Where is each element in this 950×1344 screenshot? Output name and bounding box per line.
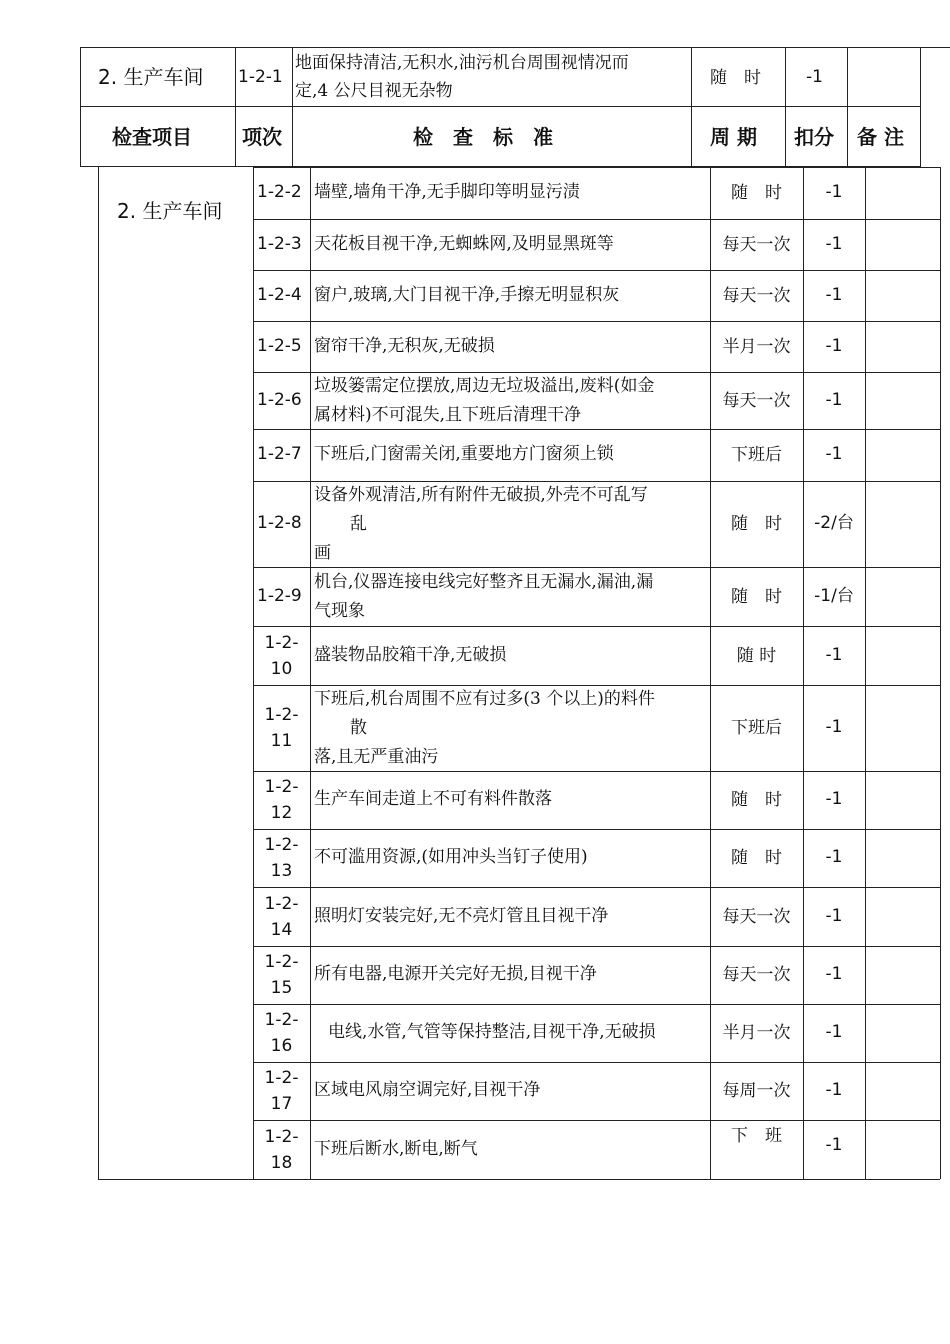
row-deduct: -1 bbox=[825, 444, 843, 464]
row-period: 半月一次 bbox=[722, 336, 791, 357]
row-period: 随 时 bbox=[731, 848, 782, 868]
main-table-row-border bbox=[253, 946, 940, 947]
row-standard-line1: 生产车间走道上不可有料件散落 bbox=[314, 789, 552, 809]
row-item-no-part2: 17 bbox=[270, 1094, 293, 1114]
row-deduct: -1 bbox=[825, 964, 843, 984]
row-standard-line1: 下班后,门窗需关闭,重要地方门窗须上锁 bbox=[314, 444, 614, 464]
row-item-no-part1: 1-2- bbox=[264, 1010, 299, 1030]
row-item-no-part1: 1-2- bbox=[264, 705, 299, 725]
row-item-no-part1: 1-2- bbox=[264, 1126, 299, 1147]
row-period: 每天一次 bbox=[722, 965, 791, 985]
deduct-1: -1 bbox=[806, 67, 823, 87]
main-table-row-border bbox=[253, 626, 940, 627]
main-table-col-border bbox=[940, 167, 941, 1179]
row-standard-line1: 下班后断水,断电,断气 bbox=[314, 1138, 478, 1159]
row-item-no-part2: 14 bbox=[270, 919, 293, 940]
row-standard-line1: 所有电器,电源开关完好无损,目视干净 bbox=[314, 964, 597, 984]
row-period: 每天一次 bbox=[722, 234, 791, 255]
row-standard-line1: 不可滥用资源,(如用冲头当钉子使用) bbox=[314, 847, 588, 867]
main-table-row-border bbox=[253, 1004, 940, 1005]
row-item-no: 1-2-9 bbox=[257, 585, 302, 606]
header-item-no: 项次 bbox=[242, 125, 282, 149]
row-standard-line1: 机台,仪器连接电线完好整齐且无漏水,漏油,漏 bbox=[314, 571, 654, 592]
main-table-row-border bbox=[253, 321, 940, 322]
row-period: 每天一次 bbox=[722, 906, 791, 927]
header-period: 周 期 bbox=[710, 125, 757, 149]
row-deduct: -1 bbox=[825, 717, 843, 737]
main-table-row-border bbox=[253, 481, 940, 482]
item-no-1-2-1: 1-2-1 bbox=[238, 67, 283, 87]
row-item-no: 1-2-5 bbox=[257, 335, 302, 356]
header-item: 检查项目 bbox=[112, 125, 192, 149]
cell-note-1 bbox=[847, 47, 921, 107]
top-border-extension bbox=[920, 47, 950, 48]
row-standard-line1: 设备外观清洁,所有附件无破损,外壳不可乱写 bbox=[314, 484, 648, 505]
row-deduct: -1 bbox=[825, 1080, 843, 1100]
row-standard-line2: 散 bbox=[350, 717, 367, 738]
row-standard-line1: 下班后,机台周围不应有过多(3 个以上)的料件 bbox=[314, 688, 655, 709]
row-period: 随 时 bbox=[736, 645, 777, 666]
category-label-2: 2. 生产车间 bbox=[117, 199, 223, 223]
row-standard-line1: 垃圾篓需定位摆放,周边无垃圾溢出,废料(如金 bbox=[314, 375, 655, 396]
row-period: 随 时 bbox=[731, 586, 782, 607]
main-table-row-border bbox=[253, 429, 940, 430]
main-table-row-border bbox=[253, 270, 940, 271]
row-deduct: -1 bbox=[825, 1022, 843, 1042]
row-item-no-part1: 1-2- bbox=[264, 1068, 299, 1088]
row-deduct: -1 bbox=[825, 644, 843, 665]
header-standard: 检 查 标 准 bbox=[413, 125, 553, 149]
main-table-row-border bbox=[253, 771, 940, 772]
row-deduct: -1 bbox=[825, 847, 843, 867]
row-period: 半月一次 bbox=[722, 1023, 791, 1043]
row-standard-line2: 乱 bbox=[350, 513, 367, 534]
row-period: 随 时 bbox=[731, 183, 782, 203]
row-standard-line1: 墙壁,墙角干净,无手脚印等明显污渍 bbox=[314, 182, 580, 202]
row-item-no-part1: 1-2- bbox=[264, 952, 299, 972]
row-item-no-part1: 1-2- bbox=[264, 893, 299, 914]
row-standard-line1: 天花板目视干净,无蜘蛛网,及明显黑斑等 bbox=[314, 233, 614, 254]
row-standard-line1: 电线,水管,气管等保持整洁,目视干净,无破损 bbox=[328, 1022, 656, 1042]
category-label-1: 2. 生产车间 bbox=[98, 65, 204, 89]
period-1: 随 时 bbox=[710, 68, 761, 88]
row-item-no: 1-2-3 bbox=[257, 233, 302, 254]
row-deduct: -1 bbox=[825, 1135, 843, 1155]
row-deduct: -1 bbox=[825, 233, 843, 254]
main-table-row-border bbox=[253, 685, 940, 686]
row-deduct: -1 bbox=[825, 905, 843, 926]
standard-1-line1: 地面保持清洁,无积水,油污机台周围视情况而 bbox=[295, 53, 629, 73]
row-standard-line1: 区域电风扇空调完好,目视干净 bbox=[314, 1080, 541, 1100]
main-table-left-border bbox=[98, 167, 99, 1179]
row-period: 随 时 bbox=[731, 790, 782, 810]
row-item-no: 1-2-8 bbox=[257, 513, 302, 533]
row-standard-line1: 窗户,玻璃,大门目视干净,手擦无明显积灰 bbox=[314, 284, 620, 305]
row-standard-line3: 画 bbox=[314, 542, 331, 563]
header-deduct: 扣分 bbox=[794, 125, 834, 149]
main-table-row-border bbox=[98, 1179, 940, 1180]
row-item-no-part1: 1-2- bbox=[264, 835, 299, 855]
row-item-no: 1-2-2 bbox=[257, 182, 302, 202]
row-item-no-part2: 11 bbox=[270, 731, 293, 751]
row-item-no-part2: 15 bbox=[270, 978, 293, 998]
row-item-no-part2: 16 bbox=[270, 1036, 293, 1056]
main-table-row-border bbox=[253, 567, 940, 568]
row-item-no: 1-2-4 bbox=[257, 284, 302, 305]
row-standard-line2: 气现象 bbox=[314, 600, 365, 621]
row-deduct: -1 bbox=[825, 182, 843, 202]
row-standard-line3: 落,且无严重油污 bbox=[314, 746, 439, 767]
row-period: 每天一次 bbox=[722, 390, 791, 411]
main-table-row-border bbox=[253, 167, 940, 168]
row-period: 每周一次 bbox=[722, 1081, 791, 1101]
row-period: 随 时 bbox=[731, 514, 782, 534]
row-standard-line1: 窗帘干净,无积灰,无破损 bbox=[314, 335, 495, 356]
row-standard-line1: 照明灯安装完好,无不亮灯管且目视干净 bbox=[314, 905, 609, 926]
row-item-no-part1: 1-2- bbox=[264, 632, 299, 653]
row-item-no-part2: 12 bbox=[270, 803, 293, 823]
row-deduct: -1 bbox=[825, 335, 843, 356]
main-table-row-border bbox=[253, 1120, 940, 1121]
row-item-no-part2: 10 bbox=[270, 658, 293, 679]
header-note: 备 注 bbox=[857, 125, 904, 149]
main-table-row-border bbox=[253, 829, 940, 830]
main-table-row-border bbox=[253, 1062, 940, 1063]
row-deduct: -1/台 bbox=[814, 585, 854, 606]
main-table-row-border bbox=[253, 887, 940, 888]
row-standard-line2: 属材料)不可混失,且下班后清理干净 bbox=[314, 404, 582, 425]
row-deduct: -1 bbox=[825, 284, 843, 305]
main-table-row-border bbox=[253, 372, 940, 373]
main-table-col-border bbox=[310, 167, 311, 1179]
row-item-no: 1-2-7 bbox=[257, 444, 302, 464]
row-period: 下 班 bbox=[731, 1126, 782, 1146]
row-item-no-part2: 13 bbox=[270, 861, 293, 881]
row-deduct: -1 bbox=[825, 789, 843, 809]
row-deduct: -2/台 bbox=[814, 513, 854, 533]
row-deduct: -1 bbox=[825, 389, 843, 410]
main-table-col-border bbox=[865, 167, 866, 1179]
row-period: 下班后 bbox=[731, 718, 782, 738]
row-item-no-part1: 1-2- bbox=[264, 777, 299, 797]
main-table-row-border bbox=[253, 219, 940, 220]
row-item-no: 1-2-6 bbox=[257, 389, 302, 410]
row-period: 下班后 bbox=[731, 445, 782, 465]
row-standard-line1: 盛装物品胶箱干净,无破损 bbox=[314, 644, 507, 665]
standard-1-line2: 定,4 公尺目视无杂物 bbox=[295, 81, 453, 101]
row-item-no-part2: 18 bbox=[270, 1152, 293, 1173]
row-period: 每天一次 bbox=[722, 285, 791, 306]
